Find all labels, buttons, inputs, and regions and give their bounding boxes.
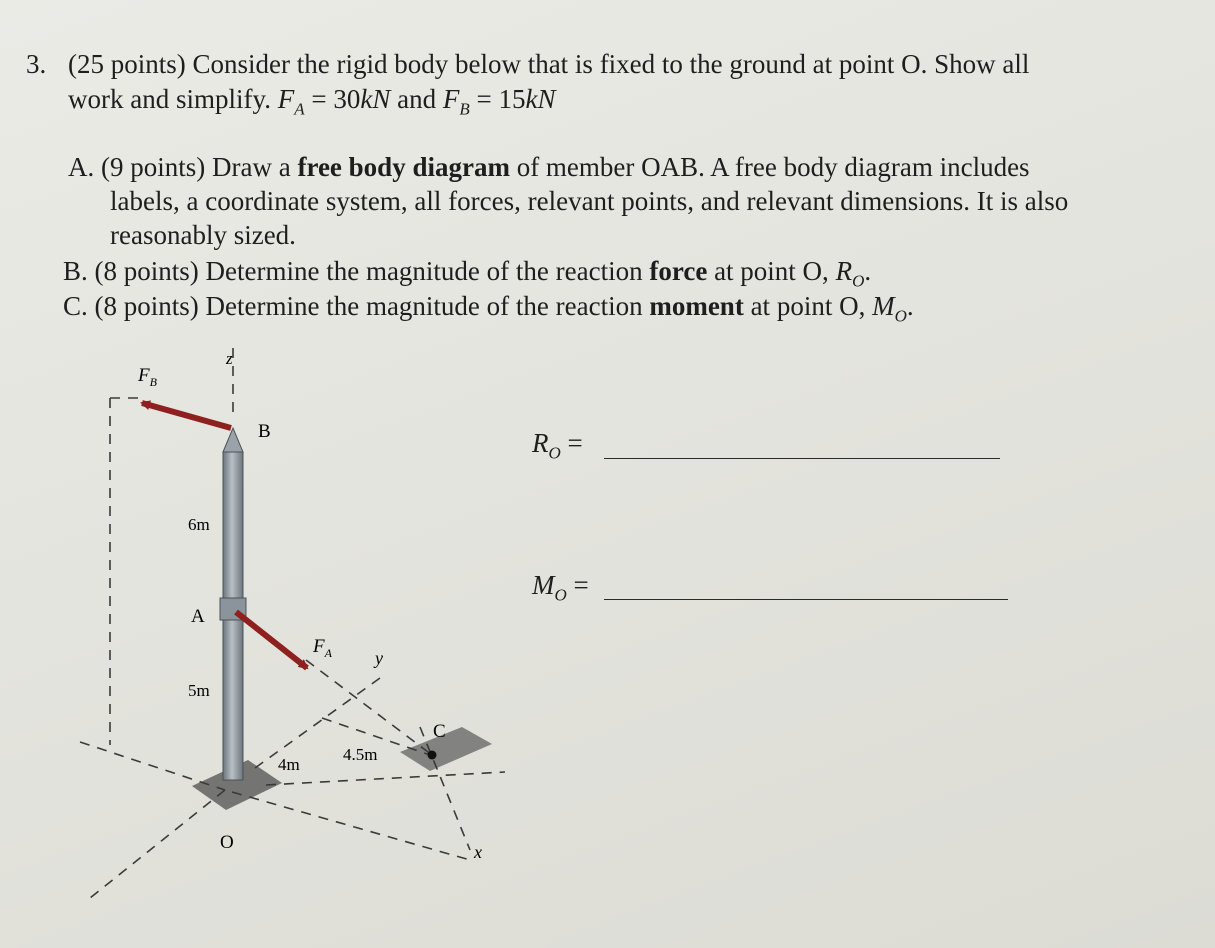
fa-symbol: F (277, 84, 295, 114)
ro-equals: = (560, 428, 583, 458)
part-c-subscript: O (894, 306, 907, 326)
and-word: and (390, 84, 443, 114)
point-b-label: B (258, 421, 271, 442)
fb-unit: kN (525, 84, 556, 114)
ro-subscript: O (548, 443, 561, 463)
dim-45m-label: 4.5m (343, 745, 378, 764)
part-a-text1: of member OAB. A free body diagram includes (516, 152, 1030, 182)
part-b-label: B. (63, 256, 88, 286)
point-o-label: O (220, 832, 234, 853)
part-b-post: at point O, (714, 256, 829, 286)
problem-statement-line1: (25 points) Consider the rigid body below that is fixed to the ground at point O. Show all (68, 49, 1030, 79)
part-c-bold: moment (649, 291, 744, 321)
part-b-symbol: R (835, 256, 853, 286)
part-b-end: . (864, 256, 872, 286)
ro-symbol: R (532, 428, 549, 458)
force-fa-arrow (236, 612, 307, 668)
part-c-symbol: M (872, 291, 895, 321)
point-c-dot (428, 751, 437, 760)
problem-statement-prefix: work and simplify. (68, 84, 271, 114)
dim-4m-label: 4m (278, 755, 300, 774)
dashed-guides (80, 348, 505, 898)
part-b-subscript: O (852, 271, 865, 291)
fa-subscript: A (294, 99, 305, 119)
point-c-label: C (433, 721, 446, 742)
x-axis-label: x (474, 842, 482, 862)
fb-value: = 15 (469, 84, 526, 114)
y-axis-label: y (375, 648, 383, 668)
part-c-label: C. (63, 291, 88, 321)
mo-subscript: O (554, 585, 567, 605)
fa-value: = 30 (304, 84, 361, 114)
dim-6m-label: 6m (188, 515, 210, 534)
fb-label: $F_B$ (138, 365, 157, 389)
fa-line-of-action (306, 660, 432, 755)
point-a-label: A (191, 606, 205, 627)
part-a-line3: reasonably sized. (110, 220, 296, 250)
fb-symbol: F (442, 84, 460, 114)
z-axis-label: z (226, 349, 233, 368)
part-c-pre: (8 points) Determine the magnitude of the reaction (94, 291, 643, 321)
problem-number: 3. (26, 49, 47, 79)
mo-symbol: M (532, 570, 555, 600)
fb-subscript: B (459, 99, 470, 119)
x-axis-guide (232, 792, 470, 860)
part-b-pre: (8 points) Determine the magnitude of the reaction (94, 256, 643, 286)
c-ground-line (266, 772, 505, 785)
part-a-line2: labels, a coordinate system, all forces, relevant points, and relevant dimensions. It is also (110, 186, 1069, 216)
force-fb-arrow (142, 403, 231, 428)
part-c-post: at point O, (750, 291, 866, 321)
part-a-points: (9 points) Draw a (101, 152, 291, 182)
member-oab (220, 428, 246, 780)
part-b-bold: force (649, 256, 708, 286)
fa-label: $F_A$ (313, 636, 332, 660)
part-a-label: A. (68, 152, 95, 182)
mo-equals: = (566, 570, 589, 600)
part-c-end: . (906, 291, 914, 321)
dim-5m-label: 5m (188, 681, 210, 700)
y-axis-negative (90, 790, 225, 898)
part-a-bold: free body diagram (297, 152, 510, 182)
x-axis-behind (80, 742, 225, 790)
fa-unit: kN (360, 84, 391, 114)
